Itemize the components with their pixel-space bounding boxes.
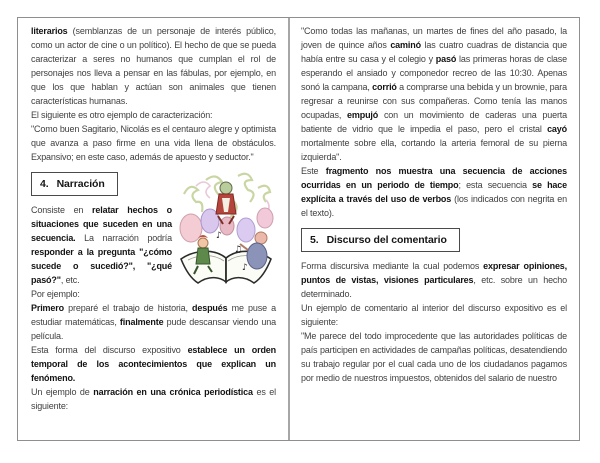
section-4-number: 4. — [40, 178, 49, 190]
section-5-heading-wrap — [301, 228, 567, 252]
por-ejemplo-label: Por ejemplo: — [31, 289, 80, 299]
narration-chronicle-intro: Un ejemplo de narración en una crónica periodística es el siguiente: — [31, 387, 276, 411]
intro-characterization-paragraph: literarios (semblanzas de un personaje de interés público, como un actor de cine o un político). El hecho de que se pueda caracterizar a seres no humanos que cumplan el rol de personajes nos lleva a pensar en las fábulas, por ejemplo, en que los que hablan y actúan son animales que tienen características humanas. — [31, 26, 276, 106]
document-page-frame — [17, 17, 580, 441]
characterization-example-intro: El siguiente es otro ejemplo de caracterización: — [31, 110, 213, 120]
right-column — [290, 18, 579, 440]
left-column — [18, 18, 288, 440]
narration-order-paragraph: Esta forma del discurso expositivo establece un orden temporal de los acontecimientos que explican un fenómeno. — [31, 345, 277, 383]
narration-example-paragraph: Primero preparé el trabajo de historia, después me puse a estudiar matemáticas, finalmente pude descansar viendo una película. — [31, 303, 276, 341]
section-5-heading-box — [301, 228, 460, 252]
book-party-illustration — [176, 166, 276, 288]
sagitario-quote-paragraph: "Como buen Sagitario, Nicolás es el centauro alegre y optimista que avanza a paso firme en una vida llena de obstáculos. Expansivo; en este caso, además de apuesto y seductor." — [31, 124, 276, 162]
verb-sequence-analysis-paragraph: Este fragmento nos muestra una secuencia de acciones ocurridas en un periodo de tiempo; esta secuencia se hace explícita a través del uso de verbos (los indicados con negrita en el texto). — [301, 166, 567, 218]
section-5-title: Discurso del comentario — [326, 234, 447, 246]
chronicle-quote-paragraph: "Como todas las mañanas, un martes de fines del año pasado, la joven de quince años caminó las cuatro cuadras de distancia que había entre su casa y el colegio y pasó las primeras horas de clase esperando el ansiado y componedor recreo de las 10:30. Apenas sonó la campana, corrió a comprarse una bebida y un brownie, para regresar a reunirse con sus compañeras. Como tenía las manos ocupadas, empujó con un movimiento de caderas una puerta batiente de vidrio que le impedia el paso, pero el cristal cayó mortalmente sobre ella, cortando la arteria femoral de su pierna izquierda". — [301, 26, 567, 162]
narration-definition-paragraph: Consiste en relatar hechos o situaciones que suceden en una secuencia. La narración podría responder a la pregunta "¿cómo sucede o sucedió?", "¿qué pasó?", etc. — [31, 205, 172, 285]
section-5-number: 5. — [310, 234, 319, 246]
commentary-example-intro: Un ejemplo de comentario al interior del discurso expositivo es el siguiente: — [301, 303, 567, 327]
characters-dancing-on-open-book-clipart — [176, 166, 276, 288]
svg-text:♪: ♪ — [242, 263, 248, 273]
commentary-definition-paragraph: Forma discursiva mediante la cual podemos expresar opiniones, puntos de vistas, visiones particulares, etc. sobre un hecho determinado. — [301, 261, 567, 299]
svg-text:♪: ♪ — [216, 231, 222, 241]
section-4-title: Narración — [56, 178, 105, 190]
commentary-quote-paragraph: "Me parece del todo improcedente que las autoridades políticas de país participen en actividades de campañas políticas, desatendiendo su trabajo regular por el cual cada uno de los ciudadanos pagamos por medio de nuestros impuestos, obtenidos del salario de nuestro — [301, 331, 567, 383]
section-4-heading-box — [31, 172, 118, 196]
svg-text:♫: ♫ — [234, 245, 243, 255]
